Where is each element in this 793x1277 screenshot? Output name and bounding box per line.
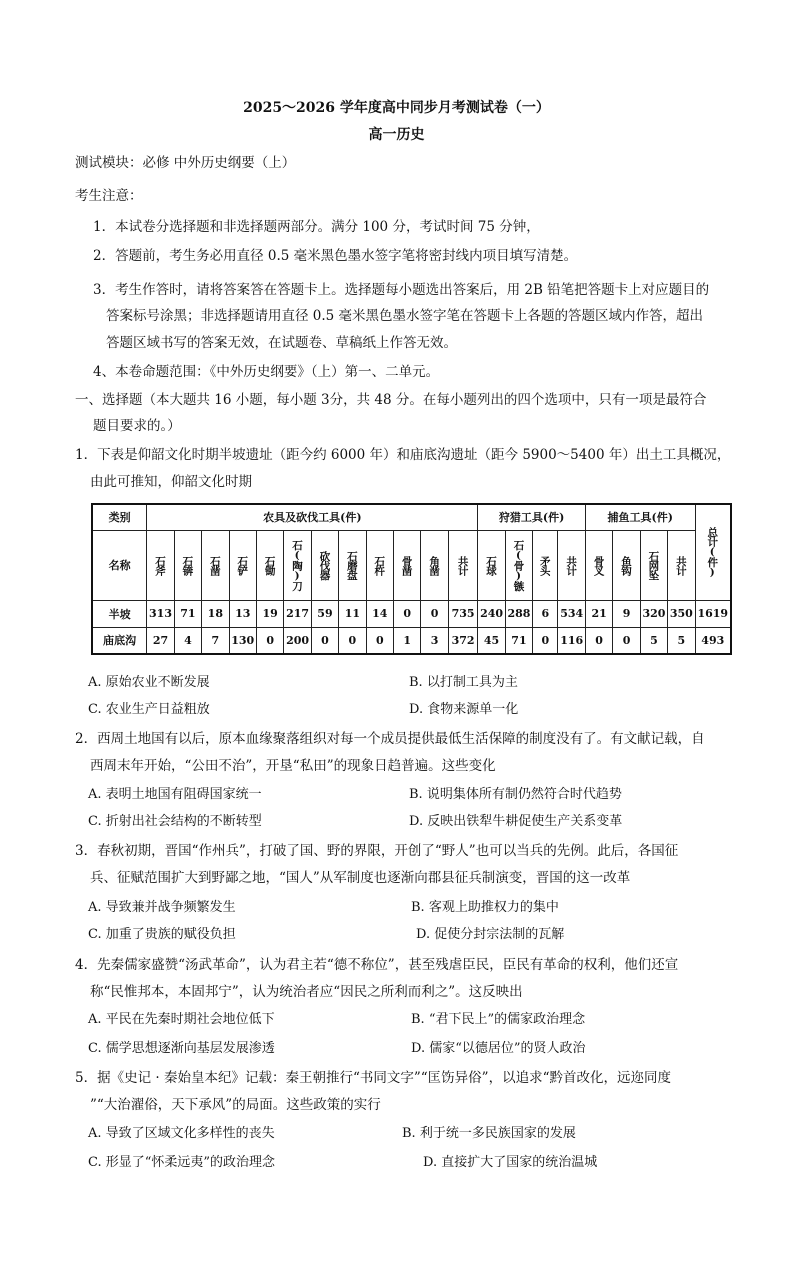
table-cell: 116 xyxy=(558,627,585,654)
q4-option-d: D. 儒家“以德居位”的贤人政治 xyxy=(411,1041,586,1056)
q2-option-a: A. 表明土地国有阻碍国家统一 xyxy=(88,787,262,802)
col-header: 矛头 xyxy=(533,530,558,600)
table-cell: 0 xyxy=(393,600,420,627)
table-cell: 4 xyxy=(174,627,201,654)
col-header: 石锛 xyxy=(174,530,201,600)
table-cell: 1619 xyxy=(695,600,731,627)
table-cell: 71 xyxy=(505,627,532,654)
table-cell: 59 xyxy=(311,600,338,627)
col-header: 骨凿 xyxy=(393,530,420,600)
q5-option-a: A. 导致了区域文化多样性的丧失 xyxy=(88,1126,275,1141)
table-cell: 1 xyxy=(393,627,420,654)
col-header: 石锄 xyxy=(256,530,283,600)
notice-item-3-cont2: 答题区域书写的答案无效，在试题卷、草稿纸上作答无效。 xyxy=(106,335,457,351)
q1-option-a: A. 原始农业不断发展 xyxy=(88,675,210,690)
group-hunt-tools: 狩猎工具(件) xyxy=(478,504,586,530)
table-row xyxy=(92,600,731,627)
group-farm-tools: 农具及砍伐工具(件) xyxy=(147,504,478,530)
table-cell: 13 xyxy=(229,600,256,627)
question-3-stem: 3．春秋初期，晋国“作州兵”，打破了国、野的界限，开创了“野人”也可以当兵的先例。此后，各国征 xyxy=(75,843,679,859)
table-cell: 313 xyxy=(147,600,174,627)
section-heading: 一、选择题（本大题共 16 小题，每小题 3分，共 48 分。在每小题列出的四个选项中，只有一项是最符合 xyxy=(75,392,707,408)
table-cell: 5 xyxy=(640,627,667,654)
table-cell: 372 xyxy=(448,627,478,654)
col-header: 砍伐器 xyxy=(311,530,338,600)
table-cell: 288 xyxy=(505,600,532,627)
exam-title: 2025～2026 学年度高中同步月考测试卷（一） xyxy=(243,100,550,116)
q1-option-d: D. 食物来源单一化 xyxy=(409,702,519,717)
table-cell: 0 xyxy=(256,627,283,654)
question-4-stem: 4．先秦儒家盛赞“汤武革命”，认为君主若“德不称位”，甚至残虐臣民，臣民有革命的权利，他们还宣 xyxy=(75,957,679,973)
table-cell: 45 xyxy=(478,627,505,654)
table-cell: 534 xyxy=(558,600,585,627)
col-header: 石凿 xyxy=(202,530,229,600)
col-header: 共计 xyxy=(668,530,695,600)
col-header: 石(陶)刀 xyxy=(284,530,311,600)
table-cell: 217 xyxy=(284,600,311,627)
q1-option-b: B. 以打制工具为主 xyxy=(409,675,518,690)
col-header: 石网坠 xyxy=(640,530,667,600)
table-cell: 71 xyxy=(174,600,201,627)
table-cell: 320 xyxy=(640,600,667,627)
group-fish-tools: 捕鱼工具(件) xyxy=(585,504,695,530)
row-label: 半坡 xyxy=(92,600,147,627)
table-cell: 0 xyxy=(613,627,640,654)
table-cell: 0 xyxy=(339,627,366,654)
col-header: 石(骨)镞 xyxy=(505,530,532,600)
subject-title: 高一历史 xyxy=(368,127,425,143)
q4-option-c: C. 儒学思想逐渐向基层发展渗透 xyxy=(88,1041,275,1056)
q3-option-d: D. 促使分封宗法制的瓦解 xyxy=(416,927,565,942)
table-cell: 27 xyxy=(147,627,174,654)
table-cell: 350 xyxy=(668,600,695,627)
col-header: 石磨盘 xyxy=(339,530,366,600)
question-2-stem: 2．西周土地国有以后，原本血缘聚落组织对每一个成员提供最低生活保障的制度没有了。有文献记载，自 xyxy=(75,731,705,747)
table-cell: 7 xyxy=(202,627,229,654)
table-cell: 18 xyxy=(202,600,229,627)
col-header: 骨叉 xyxy=(585,530,612,600)
tools-table xyxy=(91,503,732,655)
question-5-stem-cont: ”“大治濯俗，天下承风”的局面。这些政策的实行 xyxy=(90,1097,381,1113)
table-cell: 9 xyxy=(613,600,640,627)
question-2-stem-cont: 西周末年开始，“公田不治”，开垦“私田”的现象日趋普遍。这些变化 xyxy=(90,758,496,774)
q5-option-c: C. 形显了“怀柔远夷”的政治理念 xyxy=(88,1155,276,1170)
test-module: 测试模块：必修 中外历史纲要（上） xyxy=(75,155,296,171)
table-cell: 11 xyxy=(339,600,366,627)
table-cell: 14 xyxy=(366,600,393,627)
col-header: 石球 xyxy=(478,530,505,600)
q1-option-c: C. 农业生产日益粗放 xyxy=(88,702,210,717)
question-5-stem: 5．据《史记 · 秦始皇本纪》记载：秦王朝推行“书同文字”“匡饬异俗”，以追求“黔首改化，远迩同度 xyxy=(75,1070,671,1086)
table-cell: 21 xyxy=(585,600,612,627)
q3-option-a: A. 导致兼并战争频繁发生 xyxy=(88,900,236,915)
table-cell: 130 xyxy=(229,627,256,654)
q2-option-b: B. 说明集体所有制仍然符合时代趋势 xyxy=(409,787,622,802)
notice-item-3-cont: 答案标号涂黑；非选择题请用直径 0.5 毫米黑色墨水签字笔在答题卡上各题的答题区域内作答，超出 xyxy=(106,308,704,324)
col-header: 石斧 xyxy=(147,530,174,600)
table-cell: 5 xyxy=(668,627,695,654)
label-category: 类别 xyxy=(92,504,147,530)
section-heading-cont: 题目要求的。） xyxy=(93,418,181,434)
table-cell: 0 xyxy=(533,627,558,654)
table-cell: 19 xyxy=(256,600,283,627)
notice-item-4: 4、本卷命题范围：《中外历史纲要》（上）第一、二单元。 xyxy=(93,364,440,380)
q5-option-b: B. 利于统一多民族国家的发展 xyxy=(402,1126,576,1141)
notice-item-1: 1．本试卷分选择题和非选择题两部分。满分 100 分，考试时间 75 分钟， xyxy=(93,219,540,235)
col-header: 共计 xyxy=(558,530,585,600)
question-3-stem-cont: 兵、征赋范围扩大到野鄙之地，“国人”从军制度也逐渐向郡县征兵制演变，晋国的这一改革 xyxy=(90,870,631,886)
q4-option-a: A. 平民在先秦时期社会地位低下 xyxy=(88,1012,275,1027)
table-cell: 6 xyxy=(533,600,558,627)
question-4-stem-cont: 称“民惟邦本，本固邦宁”，认为统治者应“因民之所利而利之”。这反映出 xyxy=(90,984,523,1000)
row-label: 庙底沟 xyxy=(92,627,147,654)
table-cell: 3 xyxy=(421,627,448,654)
question-1-stem-cont: 由此可推知，仰韶文化时期 xyxy=(90,474,252,490)
q2-option-c: C. 折射出社会结构的不断转型 xyxy=(88,814,262,829)
col-header: 共计 xyxy=(448,530,478,600)
col-header: 石铲 xyxy=(229,530,256,600)
q4-option-b: B. “君下民上”的儒家政治理念 xyxy=(411,1012,586,1027)
q3-option-c: C. 加重了贵族的赋役负担 xyxy=(88,927,236,942)
table-cell: 240 xyxy=(478,600,505,627)
table-cell: 0 xyxy=(421,600,448,627)
table-cell: 0 xyxy=(311,627,338,654)
notice-heading: 考生注意： xyxy=(75,188,143,204)
q2-option-d: D. 反映出铁犁牛耕促使生产关系变革 xyxy=(409,814,623,829)
notice-item-2: 2．答题前，考生务必用直径 0.5 毫米黑色墨水签字笔将密封线内项目填写清楚。 xyxy=(93,248,578,264)
q3-option-b: B. 客观上助推权力的集中 xyxy=(411,900,559,915)
notice-item-3: 3．考生作答时，请将答案答在答题卡上。选择题每小题选出答案后，用 2B 铅笔把答题卡上对应题目的 xyxy=(93,282,710,298)
table-cell: 0 xyxy=(585,627,612,654)
table-row xyxy=(92,627,731,654)
table-cell: 0 xyxy=(366,627,393,654)
total-header: 总计(件) xyxy=(695,504,731,600)
table-cell: 200 xyxy=(284,627,311,654)
q5-option-d: D. 直接扩大了国家的统治温城 xyxy=(423,1155,598,1170)
col-header: 石杵 xyxy=(366,530,393,600)
table-cell: 493 xyxy=(695,627,731,654)
table-cell: 735 xyxy=(448,600,478,627)
label-name: 名称 xyxy=(92,530,147,600)
col-header: 鱼钩 xyxy=(613,530,640,600)
question-1-stem: 1．下表是仰韶文化时期半坡遗址（距今约 6000 年）和庙底沟遗址（距今 5900～5400 年）出土工具概况， xyxy=(75,447,731,463)
col-header: 角凿 xyxy=(421,530,448,600)
